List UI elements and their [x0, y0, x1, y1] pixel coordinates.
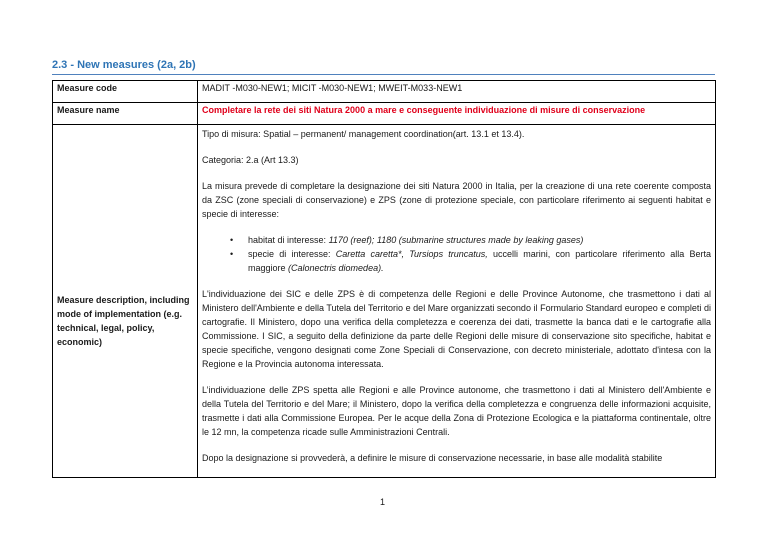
section-divider — [52, 74, 715, 75]
list-item — [230, 247, 711, 275]
measure-code-label: Measure code — [53, 81, 198, 103]
bullet-list — [230, 233, 711, 275]
measure-description-label: Measure description, including mode of implementation (e.g. technical, legal, policy, economic) — [53, 125, 198, 478]
measure-description-body — [198, 125, 716, 478]
habitat-values: 1170 (reef); 1180 (submarine structures made by leaking gases) — [328, 235, 584, 245]
species-italic-2: (Calonectris diomedea). — [288, 263, 384, 273]
habitat-prefix: habitat di interesse: — [248, 235, 329, 245]
measure-name-label: Measure name — [53, 103, 198, 125]
species-middle: uccelli marini, con particolare riferimento alla Berta maggiore — [248, 249, 711, 273]
page-number: 1 — [380, 497, 386, 507]
measure-table — [52, 80, 716, 478]
dopo-paragraph: Dopo la designazione si provvederà, a definire le misure di conservazione necessarie, in base alle modalità stabilite — [202, 453, 663, 463]
table-row-code — [53, 81, 716, 103]
measure-name-value: Completare la rete dei siti Natura 2000 a mare e conseguente individuazione di misure di conservazione — [198, 103, 716, 125]
sic-paragraph: L'individuazione dei SIC e delle ZPS è di competenza delle Regioni e delle Province Autonome, che trasmettono i dati al Ministero dell'Ambiente e della Tutela del Territorio e del Mare organizzati secondo il Formulario Standard europeo e completi di cartografie. Il Ministero, dopo una verifica della completezza e coerenza dei dati, trasmette la banca dati e le cartografie alla Commissione. I SIC, a seguito della definizione da parte delle Regioni delle misure di conservazione sito specifiche, habitat e specie specifiche, vengono designati come Zone Speciali di Conservazione, con decreto ministeriale, adottato d'intesa con la Regione e la Provincia autonoma interessata. — [202, 289, 711, 369]
tipo-misura: Tipo di misura: Spatial – permanent/ management coordination(art. 13.1 et 13.4). — [202, 129, 525, 139]
intro-paragraph: La misura prevede di completare la designazione dei siti Natura 2000 in Italia, per la creazione di una rete coerente composta da ZSC (zone speciali di conservazione) e ZPS (zone di protezione speciale, con particolare riferimento ai seguenti habitat e specie di interesse: — [202, 181, 711, 219]
species-italic-1: Caretta caretta*, Tursiops truncatus, — [335, 249, 488, 259]
section-title: 2.3 - New measures (2a, 2b) — [52, 59, 196, 71]
table-row-description — [53, 125, 716, 478]
table-row-name — [53, 103, 716, 125]
measure-code-value: MADIT -M030-NEW1; MICIT -M030-NEW1; MWEIT-M033-NEW1 — [198, 81, 716, 103]
species-prefix: specie di interesse: — [248, 249, 336, 259]
list-item — [230, 233, 711, 247]
zps-paragraph: L’individuazione delle ZPS spetta alle Regioni e alle Province autonome, che trasmettono i dati al Ministero dell'Ambiente e della Tutela del Territorio e del Mare; il Ministero, dopo la verifica della completezza e congruenza delle informazioni acquisite, trasmette i dati alla Commissione Europea. Per le acque della Zona di Protezione Ecologica e la piattaforma continentale, oltre le 12 mn, la competenza ricade sulle Amministrazioni Centrali. — [202, 385, 711, 437]
categoria: Categoria: 2.a (Art 13.3) — [202, 155, 299, 165]
